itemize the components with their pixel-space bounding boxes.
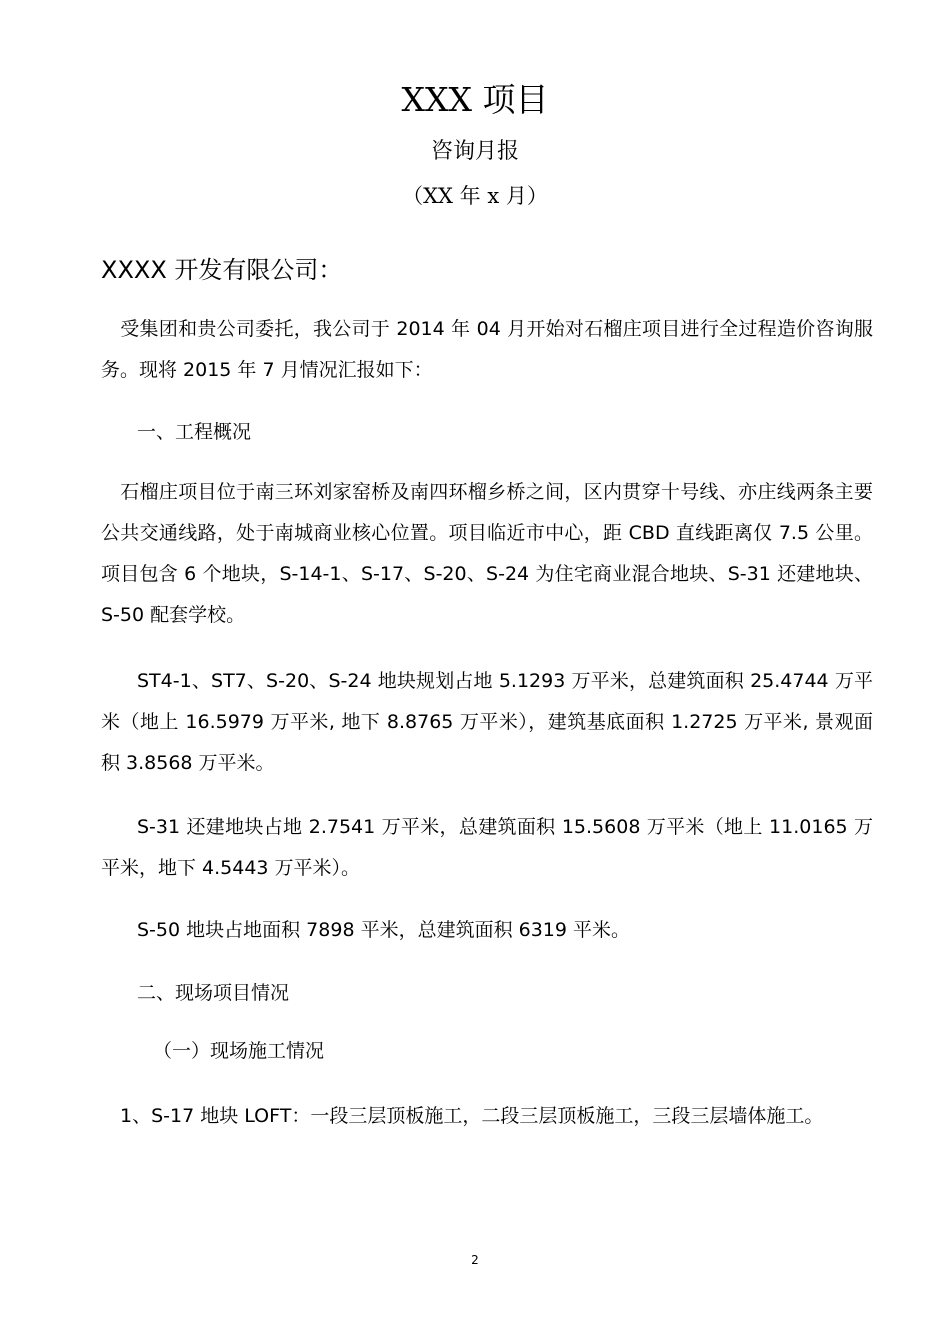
- construction-item-1: 1、S-17 地块 LOFT：一段三层顶板施工，二段三层顶板施工，三段三层墙体施工。: [101, 1105, 824, 1127]
- intro-paragraph: 受集团和贵公司委托，我公司于 2014 年 04 月开始对石榴庄项目进行全过程造价咨询服务。现将 2015 年 7 月情况汇报如下：: [101, 318, 873, 381]
- report-date-line: （XX 年 x 月）: [402, 184, 548, 208]
- page-number: 2: [471, 1253, 479, 1267]
- overview-paragraph-s50: S-50 地块占地面积 7898 平米，总建筑面积 6319 平米。: [137, 919, 630, 941]
- overview-paragraph-location: 石榴庄项目位于南三环刘家窑桥及南四环榴乡桥之间，区内贯穿十号线、亦庄线两条主要公共交通线路，处于南城商业核心位置。项目临近市中心，距 CBD 直线距离仅 7.5 公里。项目包含 6 个地块，S-14-1、S-17、S-20、S-24 为住宅商业混合地块、S-31 还建地块、S-50 配套学校。: [101, 481, 873, 626]
- overview-paragraph-s31: S-31 还建地块占地 2.7541 万平米，总建筑面积 15.5608 万平米（地上 11.0165 万平米，地下 4.5443 万平米）。: [101, 816, 873, 879]
- subsection-heading-construction: （一）现场施工情况: [153, 1040, 325, 1062]
- recipient-line: XXXX 开发有限公司：: [101, 256, 343, 284]
- document-subtitle: 咨询月报: [430, 139, 519, 164]
- overview-paragraph-st-plots: ST4-1、ST7、S-20、S-24 地块规划占地 5.1293 万平米，总建筑面积 25.4744 万平米（地上 16.5979 万平米, 地下 8.8765 万平米），建筑基底面积 1.2725 万平米, 景观面积 3.8568 万平米。: [101, 670, 873, 774]
- document-title: XXX 项目: [401, 80, 549, 119]
- section-heading-overview: 一、工程概况: [137, 421, 252, 443]
- section-heading-site: 二、现场项目情况: [137, 982, 290, 1004]
